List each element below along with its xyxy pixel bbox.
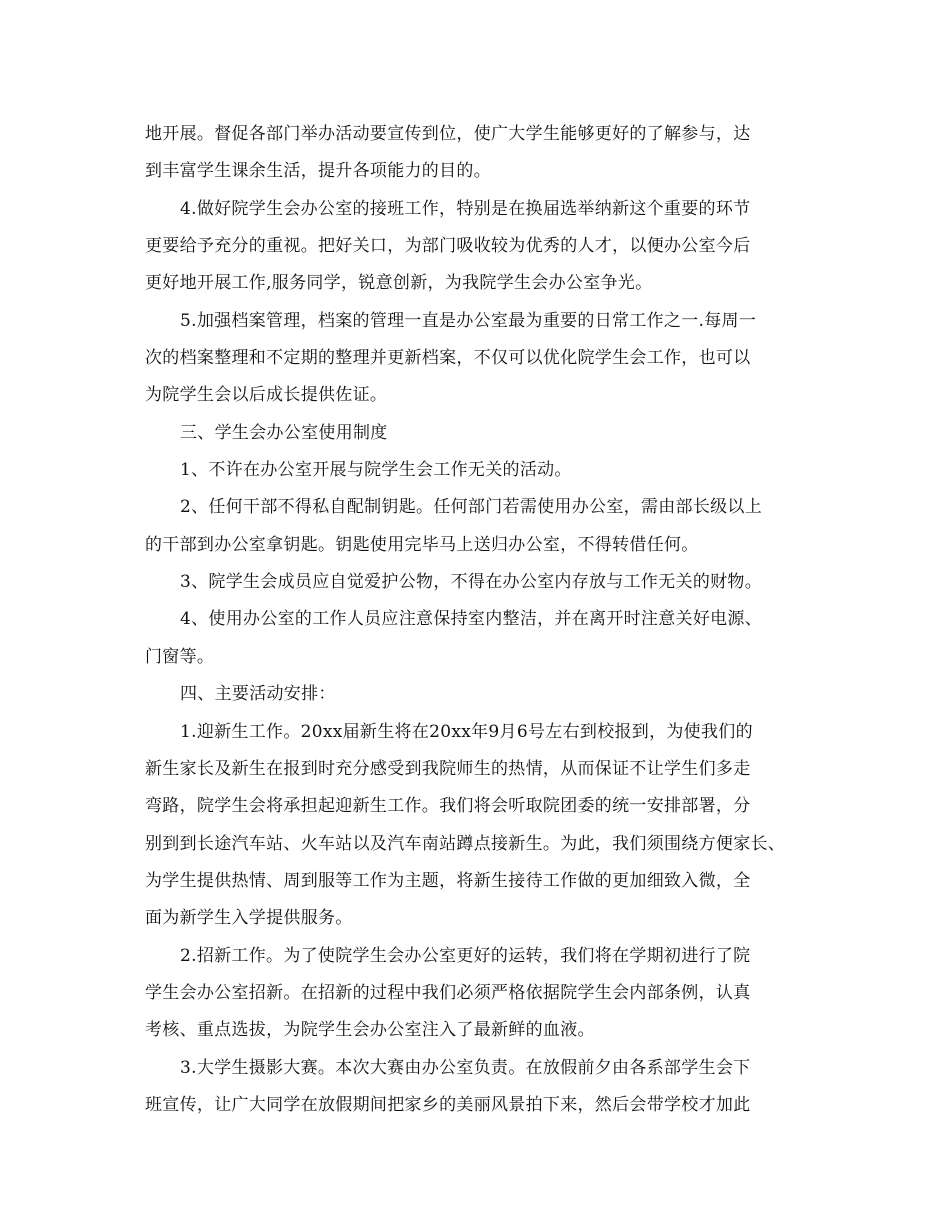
text-line: 为学生提供热情、周到服等工作为主题，将新生接待工作做的更加细致入微，全	[145, 870, 751, 891]
text-line: 的干部到办公室拿钥匙。钥匙使用完毕马上送归办公室，不得转借任何。	[145, 534, 699, 555]
text-line: 门窗等。	[145, 646, 215, 667]
text-line: 考核、重点选拔，为院学生会办公室注入了最新鲜的血液。	[145, 1020, 595, 1041]
text-line: 2.招新工作。为了使院学生会办公室更好的运转，我们将在学期初进行了院	[180, 945, 751, 966]
text-line: 别到到长途汽车站、火车站以及汽车南站蹲点接新生。为此，我们须围绕方便家长、	[145, 833, 786, 854]
text-line: 新生家长及新生在报到时充分感受到我院师生的热情，从而保证不让学生们多走	[145, 758, 751, 779]
text-line: 1.迎新生工作。20xx届新生将在20xx年9月6号左右到校报到，为使我们的	[180, 721, 753, 742]
text-line: 到丰富学生课余生活，提升各项能力的目的。	[145, 161, 491, 182]
text-line: 次的档案整理和不定期的整理并更新档案，不仅可以优化院学生会工作，也可以	[145, 348, 751, 369]
text-line: 三、学生会办公室使用制度	[180, 422, 388, 443]
text-line: 班宣传，让广大同学在放假期间把家乡的美丽风景拍下来，然后会带学校才加此	[145, 1094, 751, 1115]
text-line: 4、使用办公室的工作人员应注意保持室内整洁，并在离开时注意关好电源、	[180, 609, 763, 630]
text-line: 3.大学生摄影大赛。本次大赛由办公室负责。在放假前夕由各系部学生会下	[180, 1057, 751, 1078]
text-line: 1、不许在办公室开展与院学生会工作无关的活动。	[180, 460, 572, 481]
text-line: 更要给予充分的重视。把好关口，为部门吸收较为优秀的人才，以便办公室今后	[145, 236, 751, 257]
text-line: 更好地开展工作,服务同学，锐意创新，为我院学生会办公室争光。	[145, 273, 653, 294]
text-line: 3、院学生会成员应自觉爱护公物，不得在办公室内存放与工作无关的财物。	[180, 572, 763, 593]
text-line: 学生会办公室招新。在招新的过程中我们必须严格依据院学生会内部条例，认真	[145, 982, 751, 1003]
text-line: 为院学生会以后成长提供佐证。	[145, 385, 388, 406]
text-line: 四、主要活动安排：	[180, 684, 336, 705]
text-line: 弯路，院学生会将承担起迎新生工作。我们将会听取院团委的统一安排部署，分	[145, 796, 751, 817]
text-line: 面为新学生入学提供服务。	[145, 908, 353, 929]
text-line: 4.做好院学生会办公室的接班工作，特别是在换届选举纳新这个重要的环节	[180, 198, 751, 219]
document-body	[145, 116, 810, 1124]
text-line: 5.加强档案管理，档案的管理一直是办公室最为重要的日常工作之一.每周一	[180, 310, 757, 331]
text-line: 2、任何干部不得私自配制钥匙。任何部门若需使用办公室，需由部长级以上	[180, 497, 763, 518]
text-line: 地开展。督促各部门举办活动要宣传到位，使广大学生能够更好的了解参与，达	[145, 124, 751, 144]
